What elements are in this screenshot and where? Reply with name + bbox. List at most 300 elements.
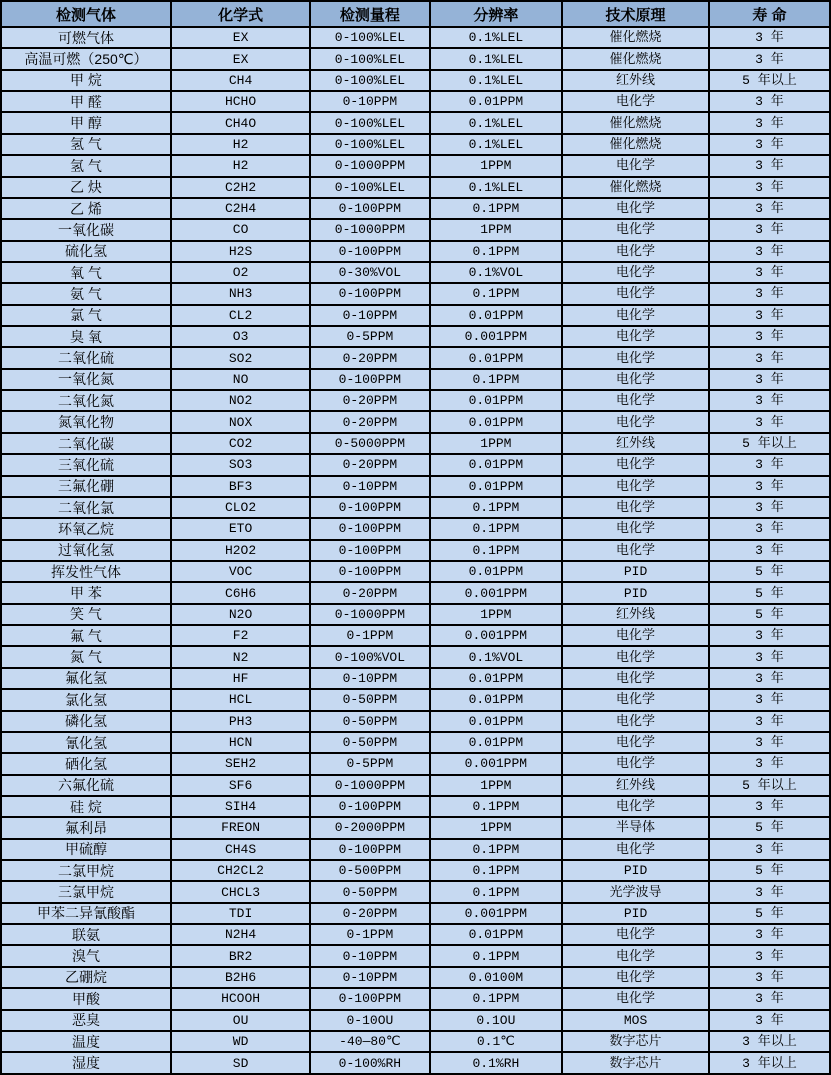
cell-resolution: 0.1%LEL bbox=[430, 112, 563, 133]
cell-chemical-formula: HCL bbox=[171, 689, 310, 710]
table-row bbox=[1, 27, 830, 48]
cell-detection-range: 0-20PPM bbox=[310, 347, 429, 368]
cell-lifespan: 3 年 bbox=[709, 540, 830, 561]
table-row bbox=[1, 262, 830, 283]
table-row bbox=[1, 711, 830, 732]
cell-chemical-formula: NOX bbox=[171, 411, 310, 432]
cell-gas-name: 磷化氢 bbox=[1, 711, 171, 732]
cell-resolution: 0.1%VOL bbox=[430, 262, 563, 283]
cell-lifespan: 3 年 bbox=[709, 369, 830, 390]
table-row bbox=[1, 646, 830, 667]
cell-lifespan: 3 年 bbox=[709, 305, 830, 326]
cell-technical-principle: 电化学 bbox=[562, 390, 709, 411]
cell-lifespan: 3 年 bbox=[709, 881, 830, 902]
table-row bbox=[1, 305, 830, 326]
table-row bbox=[1, 48, 830, 69]
cell-resolution: 0.1%VOL bbox=[430, 646, 563, 667]
cell-lifespan: 3 年 bbox=[709, 48, 830, 69]
table-row bbox=[1, 1010, 830, 1031]
cell-resolution: 0.1PPM bbox=[430, 369, 563, 390]
cell-chemical-formula: EX bbox=[171, 48, 310, 69]
cell-detection-range: 0-500PPM bbox=[310, 860, 429, 881]
cell-chemical-formula: B2H6 bbox=[171, 967, 310, 988]
cell-chemical-formula: C2H4 bbox=[171, 198, 310, 219]
cell-resolution: 0.1PPM bbox=[430, 988, 563, 1009]
table-row bbox=[1, 219, 830, 240]
cell-lifespan: 5 年 bbox=[709, 582, 830, 603]
cell-chemical-formula: SIH4 bbox=[171, 796, 310, 817]
table-row bbox=[1, 924, 830, 945]
cell-gas-name: 二氧化氮 bbox=[1, 390, 171, 411]
cell-lifespan: 3 年 bbox=[709, 668, 830, 689]
cell-detection-range: 0-100%LEL bbox=[310, 134, 429, 155]
cell-detection-range: 0-100PPM bbox=[310, 540, 429, 561]
cell-resolution: 0.1PPM bbox=[430, 945, 563, 966]
cell-resolution: 0.001PPM bbox=[430, 326, 563, 347]
cell-gas-name: 联氨 bbox=[1, 924, 171, 945]
cell-technical-principle: 电化学 bbox=[562, 711, 709, 732]
cell-chemical-formula: CHCL3 bbox=[171, 881, 310, 902]
cell-detection-range: 0-50PPM bbox=[310, 711, 429, 732]
table-row bbox=[1, 967, 830, 988]
cell-resolution: 0.01PPM bbox=[430, 689, 563, 710]
cell-resolution: 0.01PPM bbox=[430, 347, 563, 368]
cell-technical-principle: 电化学 bbox=[562, 91, 709, 112]
table-row bbox=[1, 668, 830, 689]
table-row bbox=[1, 775, 830, 796]
cell-gas-name: 甲 苯 bbox=[1, 582, 171, 603]
cell-gas-name: 甲 烷 bbox=[1, 70, 171, 91]
col-header-principle: 技术原理 bbox=[562, 1, 709, 27]
table-row bbox=[1, 561, 830, 582]
cell-technical-principle: PID bbox=[562, 903, 709, 924]
cell-resolution: 0.1PPM bbox=[430, 497, 563, 518]
cell-detection-range: 0-100PPM bbox=[310, 839, 429, 860]
cell-lifespan: 3 年 bbox=[709, 411, 830, 432]
cell-gas-name: 甲硫醇 bbox=[1, 839, 171, 860]
cell-gas-name: 二氯甲烷 bbox=[1, 860, 171, 881]
cell-technical-principle: 催化燃烧 bbox=[562, 177, 709, 198]
cell-lifespan: 3 年 bbox=[709, 732, 830, 753]
cell-detection-range: 0-50PPM bbox=[310, 732, 429, 753]
cell-gas-name: 温度 bbox=[1, 1031, 171, 1052]
cell-lifespan: 3 年 bbox=[709, 967, 830, 988]
cell-resolution: 0.1%LEL bbox=[430, 27, 563, 48]
cell-lifespan: 3 年 bbox=[709, 390, 830, 411]
cell-chemical-formula: OU bbox=[171, 1010, 310, 1031]
cell-detection-range: 0-100%LEL bbox=[310, 48, 429, 69]
cell-gas-name: 氟 气 bbox=[1, 625, 171, 646]
cell-detection-range: 0-10PPM bbox=[310, 668, 429, 689]
cell-resolution: 0.1PPM bbox=[430, 540, 563, 561]
table-row bbox=[1, 369, 830, 390]
cell-detection-range: 0-50PPM bbox=[310, 881, 429, 902]
cell-detection-range: 0-20PPM bbox=[310, 411, 429, 432]
table-row bbox=[1, 476, 830, 497]
cell-lifespan: 3 年 bbox=[709, 625, 830, 646]
cell-chemical-formula: NH3 bbox=[171, 283, 310, 304]
cell-technical-principle: 电化学 bbox=[562, 540, 709, 561]
cell-technical-principle: 光学波导 bbox=[562, 881, 709, 902]
cell-detection-range: 0-100%LEL bbox=[310, 112, 429, 133]
cell-resolution: 0.001PPM bbox=[430, 582, 563, 603]
cell-resolution: 0.1PPM bbox=[430, 839, 563, 860]
cell-technical-principle: 电化学 bbox=[562, 198, 709, 219]
cell-technical-principle: 电化学 bbox=[562, 646, 709, 667]
table-row bbox=[1, 454, 830, 475]
cell-technical-principle: 电化学 bbox=[562, 518, 709, 539]
cell-technical-principle: 电化学 bbox=[562, 219, 709, 240]
cell-gas-name: 湿度 bbox=[1, 1052, 171, 1074]
cell-lifespan: 3 年 bbox=[709, 283, 830, 304]
cell-resolution: 0.1PPM bbox=[430, 198, 563, 219]
table-row bbox=[1, 604, 830, 625]
cell-gas-name: 三氧化硫 bbox=[1, 454, 171, 475]
table-row bbox=[1, 582, 830, 603]
table-row bbox=[1, 903, 830, 924]
table-row bbox=[1, 860, 830, 881]
cell-detection-range: 0-1000PPM bbox=[310, 775, 429, 796]
table-row bbox=[1, 155, 830, 176]
cell-lifespan: 3 年以上 bbox=[709, 1052, 830, 1074]
cell-gas-name: 硅 烷 bbox=[1, 796, 171, 817]
table-row bbox=[1, 70, 830, 91]
cell-gas-name: 氯 气 bbox=[1, 305, 171, 326]
cell-technical-principle: 电化学 bbox=[562, 732, 709, 753]
cell-technical-principle: 催化燃烧 bbox=[562, 27, 709, 48]
cell-technical-principle: 电化学 bbox=[562, 796, 709, 817]
cell-gas-name: 一氧化氮 bbox=[1, 369, 171, 390]
cell-gas-name: 氮 气 bbox=[1, 646, 171, 667]
cell-chemical-formula: VOC bbox=[171, 561, 310, 582]
cell-detection-range: 0-100PPM bbox=[310, 198, 429, 219]
cell-resolution: 1PPM bbox=[430, 817, 563, 838]
cell-detection-range: 0-100PPM bbox=[310, 518, 429, 539]
table-row bbox=[1, 753, 830, 774]
cell-lifespan: 3 年 bbox=[709, 1010, 830, 1031]
cell-gas-name: 氮氧化物 bbox=[1, 411, 171, 432]
cell-detection-range: 0-100%RH bbox=[310, 1052, 429, 1074]
col-header-range: 检测量程 bbox=[310, 1, 429, 27]
cell-lifespan: 3 年 bbox=[709, 753, 830, 774]
cell-technical-principle: 数字芯片 bbox=[562, 1031, 709, 1052]
cell-gas-name: 环氧乙烷 bbox=[1, 518, 171, 539]
cell-technical-principle: PID bbox=[562, 860, 709, 881]
cell-resolution: 0.1PPM bbox=[430, 241, 563, 262]
cell-gas-name: 乙 炔 bbox=[1, 177, 171, 198]
cell-resolution: 0.001PPM bbox=[430, 625, 563, 646]
table-row bbox=[1, 497, 830, 518]
cell-resolution: 0.01PPM bbox=[430, 732, 563, 753]
cell-gas-name: 三氟化硼 bbox=[1, 476, 171, 497]
col-header-gas: 检测气体 bbox=[1, 1, 171, 27]
cell-detection-range: 0-100PPM bbox=[310, 988, 429, 1009]
cell-detection-range: 0-1PPM bbox=[310, 924, 429, 945]
cell-gas-name: 乙硼烷 bbox=[1, 967, 171, 988]
col-header-formula: 化学式 bbox=[171, 1, 310, 27]
table-row bbox=[1, 839, 830, 860]
cell-lifespan: 5 年以上 bbox=[709, 775, 830, 796]
cell-resolution: 0.0100M bbox=[430, 967, 563, 988]
cell-chemical-formula: CH4 bbox=[171, 70, 310, 91]
cell-resolution: 0.1OU bbox=[430, 1010, 563, 1031]
cell-chemical-formula: N2O bbox=[171, 604, 310, 625]
cell-detection-range: 0-100PPM bbox=[310, 241, 429, 262]
cell-lifespan: 3 年 bbox=[709, 262, 830, 283]
cell-resolution: 0.1%LEL bbox=[430, 48, 563, 69]
cell-lifespan: 5 年 bbox=[709, 604, 830, 625]
cell-chemical-formula: CO bbox=[171, 219, 310, 240]
cell-technical-principle: 电化学 bbox=[562, 625, 709, 646]
table-row bbox=[1, 817, 830, 838]
cell-detection-range: 0-10PPM bbox=[310, 305, 429, 326]
cell-resolution: 1PPM bbox=[430, 219, 563, 240]
cell-gas-name: 高温可燃（250℃） bbox=[1, 48, 171, 69]
cell-lifespan: 3 年 bbox=[709, 796, 830, 817]
cell-technical-principle: 红外线 bbox=[562, 775, 709, 796]
cell-detection-range: 0-100%LEL bbox=[310, 70, 429, 91]
cell-gas-name: 臭 氧 bbox=[1, 326, 171, 347]
cell-chemical-formula: BF3 bbox=[171, 476, 310, 497]
cell-resolution: 0.01PPM bbox=[430, 91, 563, 112]
cell-resolution: 0.01PPM bbox=[430, 305, 563, 326]
cell-technical-principle: 电化学 bbox=[562, 839, 709, 860]
cell-technical-principle: MOS bbox=[562, 1010, 709, 1031]
cell-technical-principle: 电化学 bbox=[562, 689, 709, 710]
cell-resolution: 1PPM bbox=[430, 433, 563, 454]
cell-gas-name: 氟化氢 bbox=[1, 668, 171, 689]
cell-detection-range: 0-10OU bbox=[310, 1010, 429, 1031]
cell-detection-range: 0-10PPM bbox=[310, 91, 429, 112]
cell-resolution: 0.1℃ bbox=[430, 1031, 563, 1052]
cell-technical-principle: 催化燃烧 bbox=[562, 112, 709, 133]
cell-resolution: 0.01PPM bbox=[430, 924, 563, 945]
cell-technical-principle: 电化学 bbox=[562, 155, 709, 176]
cell-technical-principle: 催化燃烧 bbox=[562, 134, 709, 155]
cell-detection-range: 0-100PPM bbox=[310, 497, 429, 518]
cell-lifespan: 3 年 bbox=[709, 646, 830, 667]
cell-detection-range: 0-2000PPM bbox=[310, 817, 429, 838]
cell-lifespan: 5 年 bbox=[709, 903, 830, 924]
cell-resolution: 1PPM bbox=[430, 604, 563, 625]
cell-technical-principle: 半导体 bbox=[562, 817, 709, 838]
cell-technical-principle: 数字芯片 bbox=[562, 1052, 709, 1074]
cell-gas-name: 一氧化碳 bbox=[1, 219, 171, 240]
cell-detection-range: 0-30%VOL bbox=[310, 262, 429, 283]
cell-chemical-formula: BR2 bbox=[171, 945, 310, 966]
cell-lifespan: 3 年 bbox=[709, 988, 830, 1009]
cell-lifespan: 3 年 bbox=[709, 155, 830, 176]
cell-chemical-formula: SO2 bbox=[171, 347, 310, 368]
cell-lifespan: 5 年 bbox=[709, 860, 830, 881]
cell-chemical-formula: PH3 bbox=[171, 711, 310, 732]
cell-lifespan: 3 年 bbox=[709, 112, 830, 133]
cell-lifespan: 3 年 bbox=[709, 497, 830, 518]
cell-detection-range: 0-10PPM bbox=[310, 476, 429, 497]
cell-technical-principle: 电化学 bbox=[562, 241, 709, 262]
cell-gas-name: 甲 醇 bbox=[1, 112, 171, 133]
cell-lifespan: 5 年以上 bbox=[709, 70, 830, 91]
cell-chemical-formula: CH2CL2 bbox=[171, 860, 310, 881]
cell-lifespan: 3 年 bbox=[709, 476, 830, 497]
table-row bbox=[1, 1031, 830, 1052]
cell-detection-range: 0-100PPM bbox=[310, 369, 429, 390]
table-row bbox=[1, 283, 830, 304]
cell-resolution: 0.1PPM bbox=[430, 860, 563, 881]
cell-lifespan: 3 年 bbox=[709, 454, 830, 475]
table-row bbox=[1, 518, 830, 539]
cell-chemical-formula: N2H4 bbox=[171, 924, 310, 945]
cell-detection-range: 0-100%VOL bbox=[310, 646, 429, 667]
cell-lifespan: 3 年 bbox=[709, 347, 830, 368]
cell-detection-range: 0-100PPM bbox=[310, 561, 429, 582]
cell-detection-range: 0-100%LEL bbox=[310, 27, 429, 48]
table-row bbox=[1, 134, 830, 155]
cell-technical-principle: 电化学 bbox=[562, 497, 709, 518]
table-header bbox=[1, 1, 830, 27]
cell-gas-name: 硒化氢 bbox=[1, 753, 171, 774]
cell-lifespan: 3 年 bbox=[709, 945, 830, 966]
cell-gas-name: 氢 气 bbox=[1, 134, 171, 155]
cell-gas-name: 二氧化碳 bbox=[1, 433, 171, 454]
cell-technical-principle: 红外线 bbox=[562, 70, 709, 91]
table-row bbox=[1, 326, 830, 347]
cell-lifespan: 3 年 bbox=[709, 839, 830, 860]
cell-resolution: 0.01PPM bbox=[430, 411, 563, 432]
cell-gas-name: 过氧化氢 bbox=[1, 540, 171, 561]
cell-lifespan: 3 年 bbox=[709, 326, 830, 347]
cell-technical-principle: 电化学 bbox=[562, 326, 709, 347]
cell-detection-range: 0-5000PPM bbox=[310, 433, 429, 454]
table-row bbox=[1, 988, 830, 1009]
cell-detection-range: 0-1000PPM bbox=[310, 219, 429, 240]
cell-technical-principle: 电化学 bbox=[562, 924, 709, 945]
cell-chemical-formula: SO3 bbox=[171, 454, 310, 475]
cell-technical-principle: 电化学 bbox=[562, 305, 709, 326]
cell-detection-range: 0-20PPM bbox=[310, 390, 429, 411]
cell-chemical-formula: CH4O bbox=[171, 112, 310, 133]
cell-chemical-formula: SD bbox=[171, 1052, 310, 1074]
cell-resolution: 0.1PPM bbox=[430, 283, 563, 304]
cell-lifespan: 5 年以上 bbox=[709, 433, 830, 454]
cell-detection-range: 0-20PPM bbox=[310, 903, 429, 924]
cell-resolution: 0.001PPM bbox=[430, 753, 563, 774]
cell-resolution: 1PPM bbox=[430, 775, 563, 796]
table-row bbox=[1, 689, 830, 710]
cell-chemical-formula: TDI bbox=[171, 903, 310, 924]
cell-technical-principle: 红外线 bbox=[562, 433, 709, 454]
cell-resolution: 0.01PPM bbox=[430, 476, 563, 497]
cell-chemical-formula: H2S bbox=[171, 241, 310, 262]
cell-lifespan: 3 年 bbox=[709, 711, 830, 732]
cell-chemical-formula: H2 bbox=[171, 134, 310, 155]
cell-chemical-formula: HF bbox=[171, 668, 310, 689]
table-body bbox=[1, 27, 830, 1074]
cell-detection-range: 0-10PPM bbox=[310, 945, 429, 966]
cell-technical-principle: 电化学 bbox=[562, 753, 709, 774]
cell-chemical-formula: H2O2 bbox=[171, 540, 310, 561]
cell-chemical-formula: HCN bbox=[171, 732, 310, 753]
cell-detection-range: 0-100PPM bbox=[310, 796, 429, 817]
table-row bbox=[1, 177, 830, 198]
cell-lifespan: 3 年 bbox=[709, 924, 830, 945]
cell-resolution: 0.01PPM bbox=[430, 668, 563, 689]
table-row bbox=[1, 198, 830, 219]
cell-chemical-formula: FREON bbox=[171, 817, 310, 838]
cell-resolution: 0.01PPM bbox=[430, 711, 563, 732]
cell-chemical-formula: O2 bbox=[171, 262, 310, 283]
cell-detection-range: -40—80℃ bbox=[310, 1031, 429, 1052]
cell-gas-name: 甲 醛 bbox=[1, 91, 171, 112]
cell-resolution: 0.1PPM bbox=[430, 518, 563, 539]
cell-gas-name: 氯化氢 bbox=[1, 689, 171, 710]
cell-gas-name: 氧 气 bbox=[1, 262, 171, 283]
cell-technical-principle: 电化学 bbox=[562, 262, 709, 283]
cell-gas-name: 氟利昂 bbox=[1, 817, 171, 838]
cell-detection-range: 0-10PPM bbox=[310, 967, 429, 988]
cell-lifespan: 3 年 bbox=[709, 689, 830, 710]
header-row bbox=[1, 1, 830, 27]
cell-gas-name: 可燃气体 bbox=[1, 27, 171, 48]
table-row bbox=[1, 411, 830, 432]
cell-chemical-formula: N2 bbox=[171, 646, 310, 667]
cell-technical-principle: 电化学 bbox=[562, 283, 709, 304]
table-row bbox=[1, 241, 830, 262]
cell-detection-range: 0-1000PPM bbox=[310, 604, 429, 625]
cell-gas-name: 硫化氢 bbox=[1, 241, 171, 262]
table-row bbox=[1, 433, 830, 454]
col-header-resolution: 分辨率 bbox=[430, 1, 563, 27]
cell-technical-principle: PID bbox=[562, 561, 709, 582]
table-row bbox=[1, 540, 830, 561]
cell-chemical-formula: O3 bbox=[171, 326, 310, 347]
cell-lifespan: 3 年 bbox=[709, 91, 830, 112]
table-row bbox=[1, 112, 830, 133]
cell-technical-principle: 电化学 bbox=[562, 476, 709, 497]
cell-technical-principle: 电化学 bbox=[562, 668, 709, 689]
cell-chemical-formula: CLO2 bbox=[171, 497, 310, 518]
cell-lifespan: 3 年 bbox=[709, 219, 830, 240]
cell-resolution: 0.01PPM bbox=[430, 561, 563, 582]
cell-gas-name: 六氟化硫 bbox=[1, 775, 171, 796]
table-row bbox=[1, 732, 830, 753]
cell-chemical-formula: NO2 bbox=[171, 390, 310, 411]
cell-lifespan: 3 年 bbox=[709, 518, 830, 539]
cell-resolution: 0.1%LEL bbox=[430, 70, 563, 91]
cell-gas-name: 氰化氢 bbox=[1, 732, 171, 753]
cell-resolution: 0.001PPM bbox=[430, 903, 563, 924]
cell-detection-range: 0-1000PPM bbox=[310, 155, 429, 176]
table-row bbox=[1, 881, 830, 902]
cell-lifespan: 3 年 bbox=[709, 177, 830, 198]
cell-technical-principle: 电化学 bbox=[562, 945, 709, 966]
cell-chemical-formula: CH4S bbox=[171, 839, 310, 860]
cell-gas-name: 二氧化硫 bbox=[1, 347, 171, 368]
cell-lifespan: 3 年以上 bbox=[709, 1031, 830, 1052]
cell-chemical-formula: CL2 bbox=[171, 305, 310, 326]
cell-chemical-formula: WD bbox=[171, 1031, 310, 1052]
cell-technical-principle: 电化学 bbox=[562, 369, 709, 390]
cell-gas-name: 甲苯二异氰酸酯 bbox=[1, 903, 171, 924]
cell-technical-principle: 电化学 bbox=[562, 454, 709, 475]
cell-detection-range: 0-5PPM bbox=[310, 753, 429, 774]
cell-detection-range: 0-100PPM bbox=[310, 283, 429, 304]
cell-chemical-formula: HCOOH bbox=[171, 988, 310, 1009]
cell-chemical-formula: SEH2 bbox=[171, 753, 310, 774]
cell-resolution: 0.1PPM bbox=[430, 881, 563, 902]
cell-resolution: 0.1%LEL bbox=[430, 177, 563, 198]
table-row bbox=[1, 625, 830, 646]
